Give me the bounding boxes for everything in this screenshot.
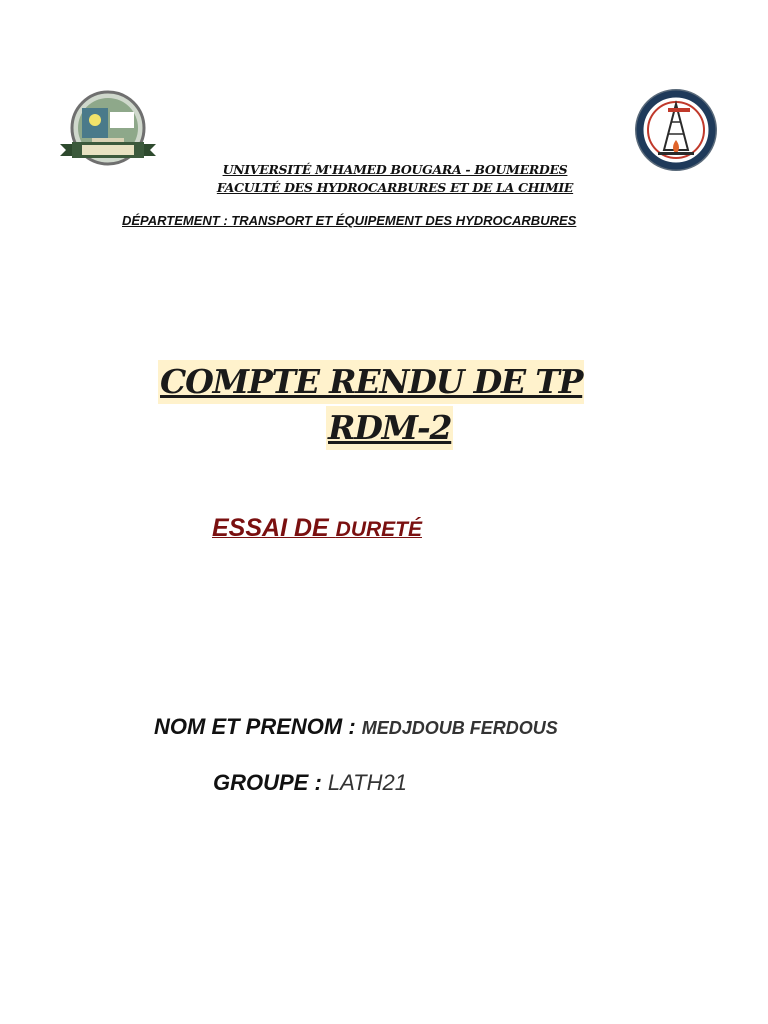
subject-prefix: ESSAI DE [212, 514, 336, 542]
department-name: DÉPARTEMENT : TRANSPORT ET ÉQUIPEMENT DES HYDROCARBURES [122, 213, 577, 228]
student-group-row [213, 770, 407, 796]
group-label: GROUPE : [213, 770, 328, 795]
university-name: UNIVERSITÉ M'HAMED BOUGARA - BOUMERDES [222, 162, 568, 177]
experiment-subject [212, 514, 422, 543]
student-name-row [154, 714, 558, 740]
group-value: LATH21 [327, 770, 407, 795]
university-logo [58, 90, 158, 170]
report-title-line2: RDM-2 [326, 406, 453, 450]
subject-suffix: DURETÉ [335, 518, 422, 541]
faculty-name: FACULTÉ DES HYDROCARBURES ET DE LA CHIMIE [216, 180, 574, 195]
name-value: MEDJDOUB FERDOUS [361, 718, 558, 738]
faculty-logo [628, 88, 724, 172]
report-title-line1: COMPTE RENDU DE TP [158, 360, 584, 404]
name-label: NOM ET PRENOM : [154, 714, 362, 739]
